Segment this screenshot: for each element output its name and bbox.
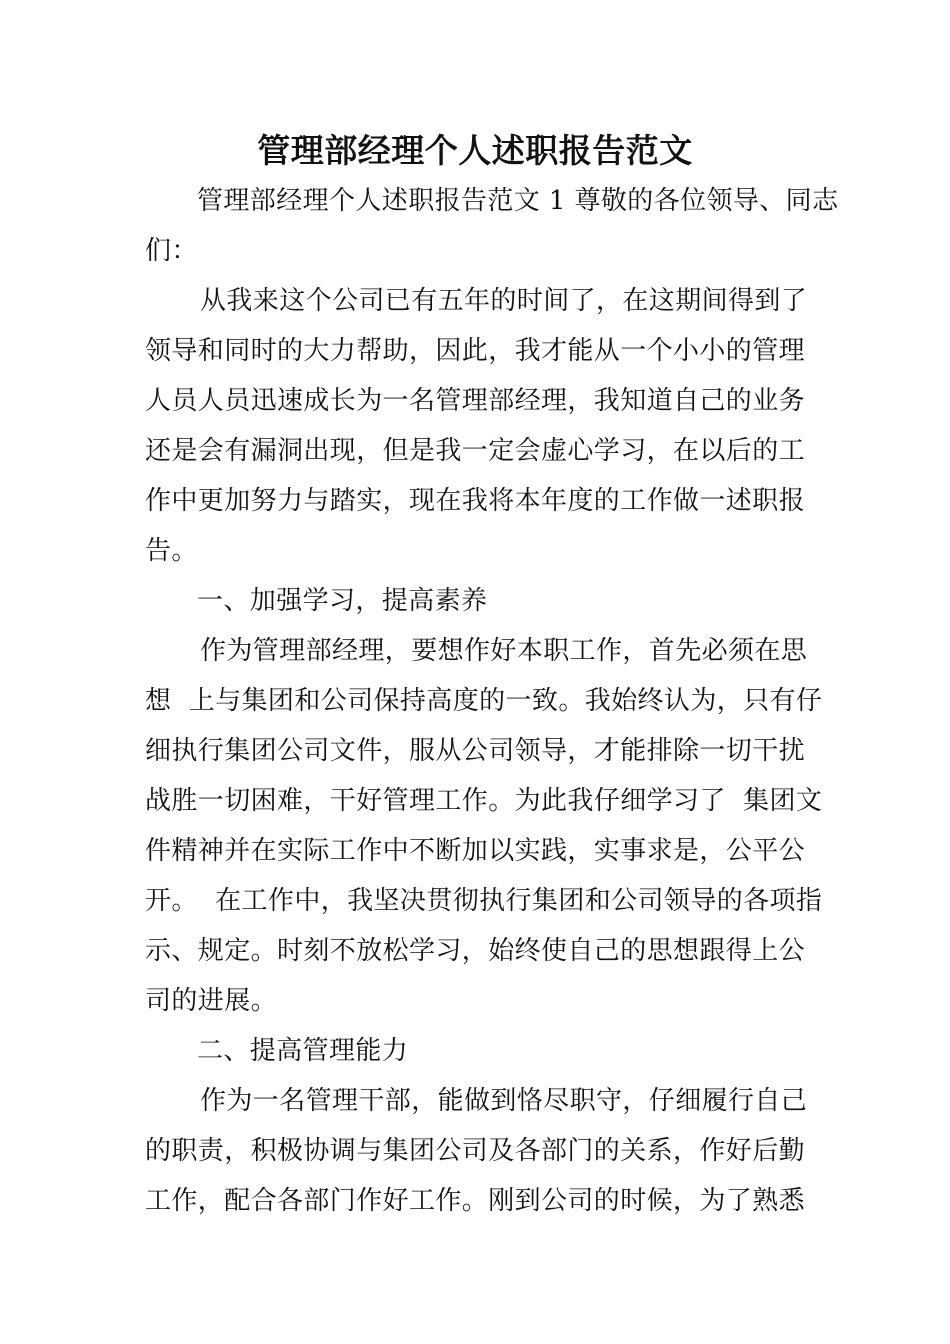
body-line: 示、规定。时刻不放松学习，始终使自己的思想跟得上公 [145,936,806,966]
body-line: 工作，配合各部门作好工作。刚到公司的时候，为了熟悉 [145,1186,806,1216]
body-line: 想 上与集团和公司保持高度的一致。我始终认为，只有仔 [145,686,823,716]
body-line: 细执行集团公司文件，服从公司领导，才能排除一切干扰 [145,736,806,766]
body-line: 作为管理部经理，要想作好本职工作，首先必须在思 [200,636,808,666]
body-line: 告。 [145,536,198,566]
section-heading: 一、加强学习，提高素养 [197,586,488,616]
body-line: 战胜一切困难，干好管理工作。为此我仔细学习了 集团文 [145,786,823,816]
body-line: 从我来这个公司已有五年的时间了，在这期间得到了 [200,286,808,316]
body-line: 件精神并在实际工作中不断加以实践，实事求是，公平公 [145,836,806,866]
body-line: 们： [145,236,198,266]
document-title: 管理部经理个人述职报告范文 [257,131,693,170]
body-line: 管理部经理个人述职报告范文 1 尊敬的各位领导、同志 [197,186,839,216]
body-line: 的职责，积极协调与集团公司及各部门的关系，作好后勤 [145,1136,806,1166]
body-line: 领导和同时的大力帮助，因此，我才能从一个小小的管理 [145,336,806,366]
body-line: 作为一名管理干部，能做到恪尽职守，仔细履行自己 [200,1086,808,1116]
body-line: 作中更加努力与踏实，现在我将本年度的工作做一述职报 [145,486,806,516]
section-heading: 二、提高管理能力 [197,1036,409,1066]
body-line: 司的进展。 [145,986,278,1016]
body-line: 开。 在工作中，我坚决贯彻执行集团和公司领导的各项指 [145,886,823,916]
body-line: 还是会有漏洞出现，但是我一定会虚心学习，在以后的工 [145,436,806,466]
body-line: 人员人员迅速成长为一名管理部经理，我知道自己的业务 [145,386,806,416]
